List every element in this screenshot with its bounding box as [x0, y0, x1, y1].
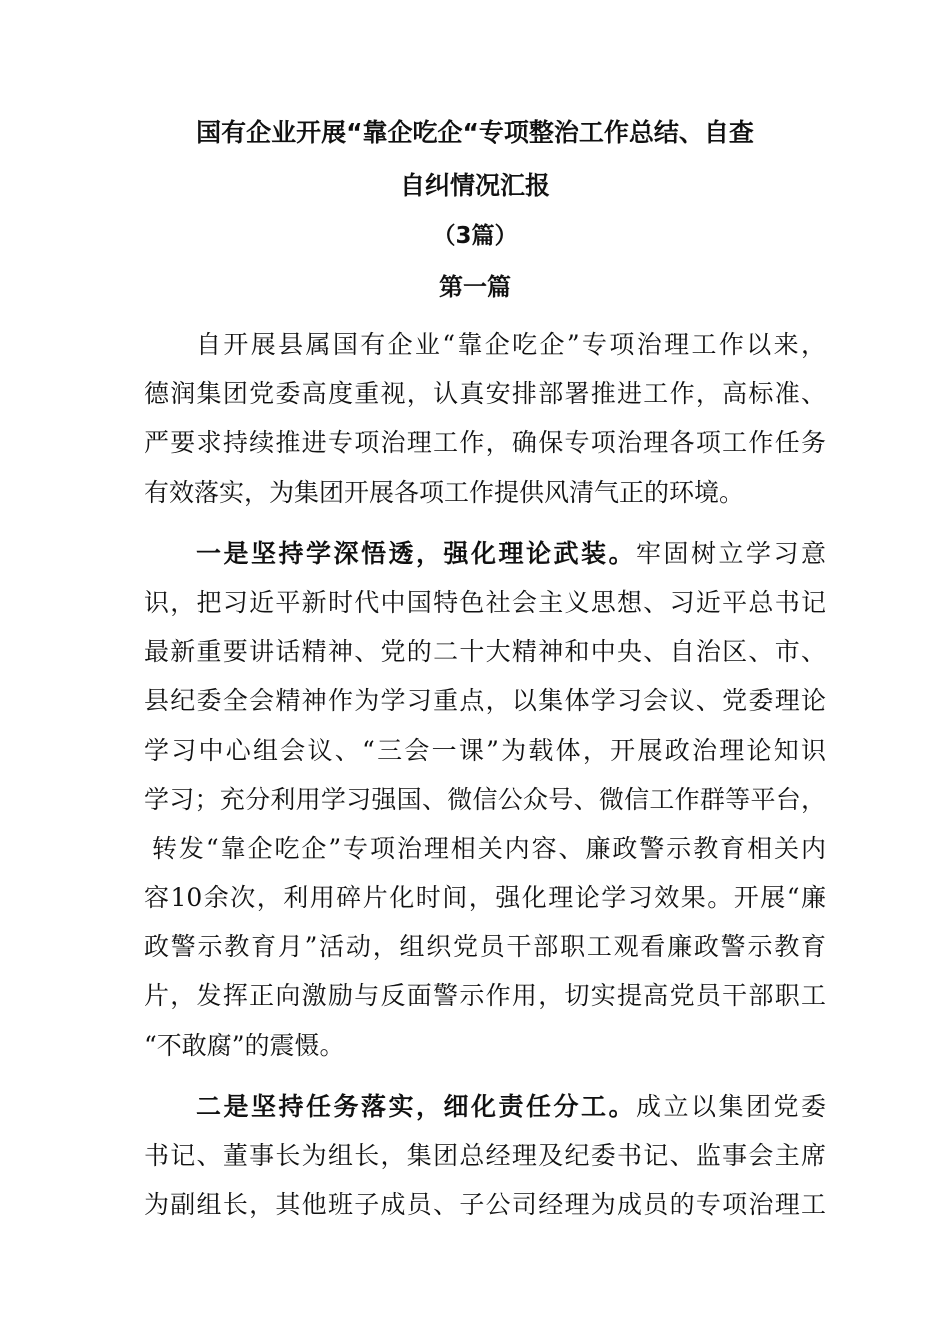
paragraph-1-line: 有效落实，为集团开展各项工作提供风清气正的环境。 [144, 477, 745, 507]
paragraph-2-first-line [144, 529, 826, 578]
document-body [144, 320, 826, 1229]
paragraph-3-text: 成立以集团党委 [635, 1091, 826, 1121]
paragraph-3-line: 书记、董事长为组长，集团总经理及纪委书记、监事会主席 [144, 1141, 826, 1170]
paragraph-2-text: 牢固树立学习意 [635, 538, 826, 568]
document-title-line-1: 国有企业开展“靠企吃企“专项整治工作总结、自查 [196, 118, 754, 147]
paragraph-3-heading: 二是坚持任务落实，细化责任分工。 [196, 1091, 636, 1121]
paragraph-2-line: 最新重要讲话精神、党的二十大精神和中央、自治区、市、 [144, 637, 826, 667]
paragraph-2-line: 容10余次，利用碎片化时间，强化理论学习效果。开展“廉 [144, 883, 826, 913]
section-heading: 第一篇 [439, 273, 511, 301]
paragraph-1-line: 严要求持续推进专项治理工作，确保专项治理各项工作任务 [144, 428, 826, 458]
paragraph-2-line: 学习；充分利用学习强国、微信公众号、微信工作群等平台， [144, 784, 826, 814]
paragraph-2-line: 转发“靠企吃企”专项治理相关内容、廉政警示教育相关内 [152, 833, 826, 863]
paragraph-2-heading: 一是坚持学深悟透，强化理论武装。 [196, 538, 636, 568]
paragraph-2-line: “不敢腐”的震慑。 [144, 1030, 345, 1060]
paragraph-3-first-line [144, 1082, 826, 1131]
paragraph-2-line: 学习中心组会议、“三会一课”为载体，开展政治理论知识 [144, 735, 826, 765]
paragraph-2-line: 识，把习近平新时代中国特色社会主义思想、习近平总书记 [144, 587, 826, 617]
paragraph-2-line: 县纪委全会精神作为学习重点，以集体学习会议、党委理论 [144, 686, 826, 716]
document-count: （3篇） [432, 223, 518, 249]
paragraph-3-line: 为副组长，其他班子成员、子公司经理为成员的专项治理工 [144, 1190, 826, 1220]
paragraph-2-line: 政警示教育月”活动，组织党员干部职工观看廉政警示教育 [144, 932, 826, 962]
document-title-line-2: 自纠情况汇报 [399, 171, 550, 200]
paragraph-1-line: 自开展县属国有企业“靠企吃企”专项治理工作以来， [196, 330, 826, 359]
paragraph-2-line: 片，发挥正向激励与反面警示作用，切实提高党员干部职工 [144, 981, 826, 1011]
paragraph-1-line: 德润集团党委高度重视，认真安排部署推进工作，高标准、 [144, 379, 826, 409]
